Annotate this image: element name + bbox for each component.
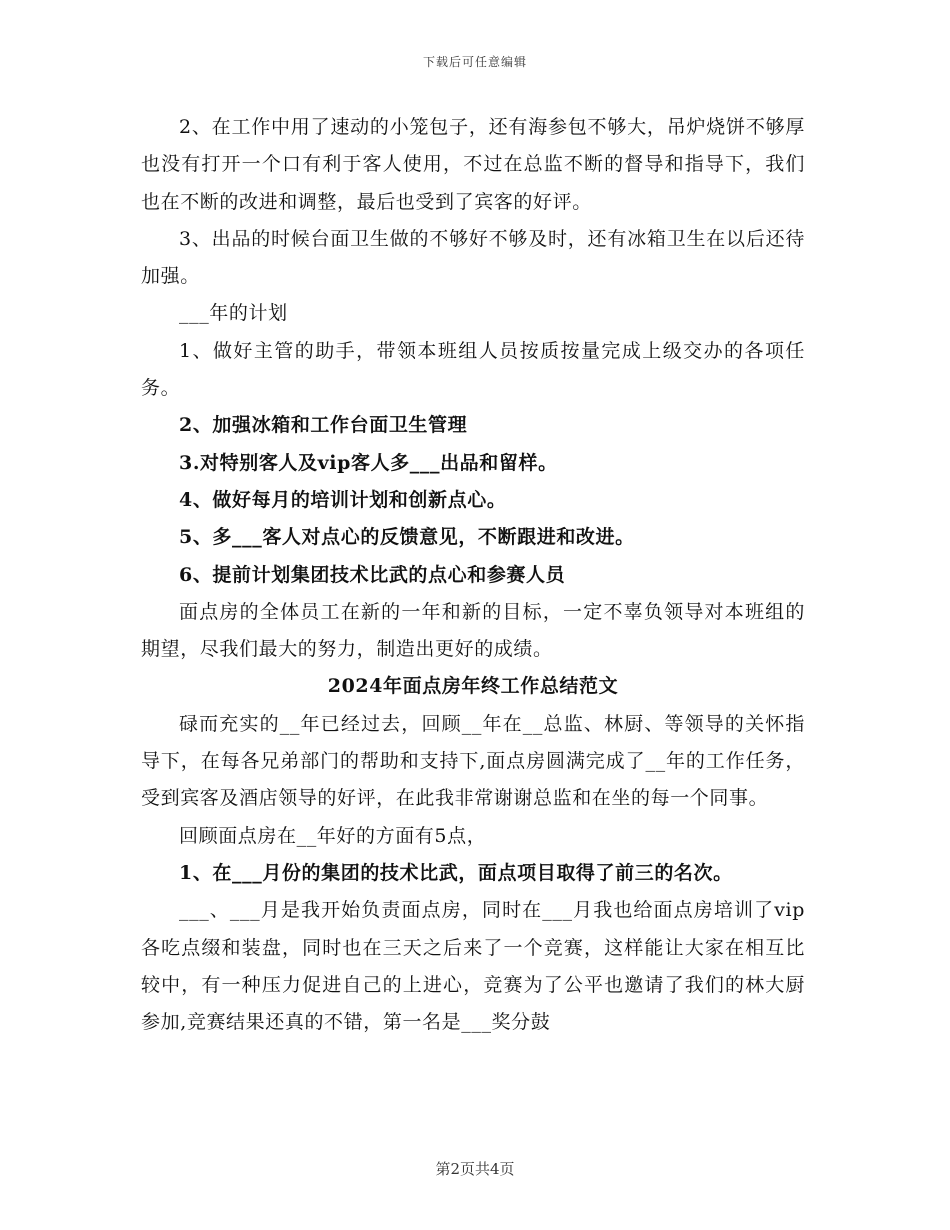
plan-item-4: 4、做好每月的培训计划和创新点心。 xyxy=(179,488,507,511)
plan-item-5: 5、多___客人对点心的反馈意见，不断跟进和改进。 xyxy=(179,526,635,549)
paragraph-item-2-details: 2、在工作中用了速动的小笼包子，还有海参包不够大，吊炉烧饼不够厚也没有打开一个口有利于客人使用，不过在总监不断的督导和指导下，我们也在不断的改进和调整，最后也受到了宾客的好评。 xyxy=(141,116,805,213)
plan-heading: ___年的计划 xyxy=(179,302,288,325)
plan-item-6: 6、提前计划集团技术比武的点心和参赛人员 xyxy=(179,563,566,586)
paragraph-item-3-hygiene: 3、出品的时候台面卫生做的不够好不够及时，还有冰箱卫生在以后还待加强。 xyxy=(141,227,805,288)
review-item-1: 1、在___月份的集团的技术比武，面点项目取得了前三的名次。 xyxy=(179,861,733,884)
intro-paragraph: 碌而充实的__年已经过去，回顾__年在__总监、林厨、等领导的关怀指导下，在每各兄弟部门的帮助和支持下,面点房圆满完成了__年的工作任务，受到宾客及酒店领导的好评，在此我非常谢谢总监和在坐的每一个同事。 xyxy=(141,712,805,810)
document-body xyxy=(141,109,805,1041)
section-title: 2024年面点房年终工作总结范文 xyxy=(327,675,619,698)
plan-item-2: 2、加强冰箱和工作台面卫生管理 xyxy=(179,414,468,437)
plan-item-3: 3.对特别客人及vip客人多___出品和留样。 xyxy=(179,451,558,474)
page-header: 下载后可任意编辑 xyxy=(422,55,527,69)
plan-item-1: 1、做好主管的助手，带领本班组人员按质按量完成上级交办的各项任务。 xyxy=(141,339,805,400)
closing-paragraph: 面点房的全体员工在新的一年和新的目标，一定不辜负领导对本班组的期望，尽我们最大的努力，制造出更好的成绩。 xyxy=(141,600,805,661)
page-number-footer: 第2页共4页 xyxy=(435,1160,515,1178)
review-heading: 回顾面点房在__年好的方面有5点， xyxy=(179,824,487,847)
review-detail-paragraph: ___、___月是我开始负责面点房，同时在___月我也给面点房培训了vip各吃点缀和装盘，同时也在三天之后来了一个竞赛，这样能让大家在相互比较中，有一种压力促进自己的上进心，竞赛为了公平也邀请了我们的林大厨参加,竞赛结果还真的不错，第一名是___奖分鼓 xyxy=(141,899,805,1034)
